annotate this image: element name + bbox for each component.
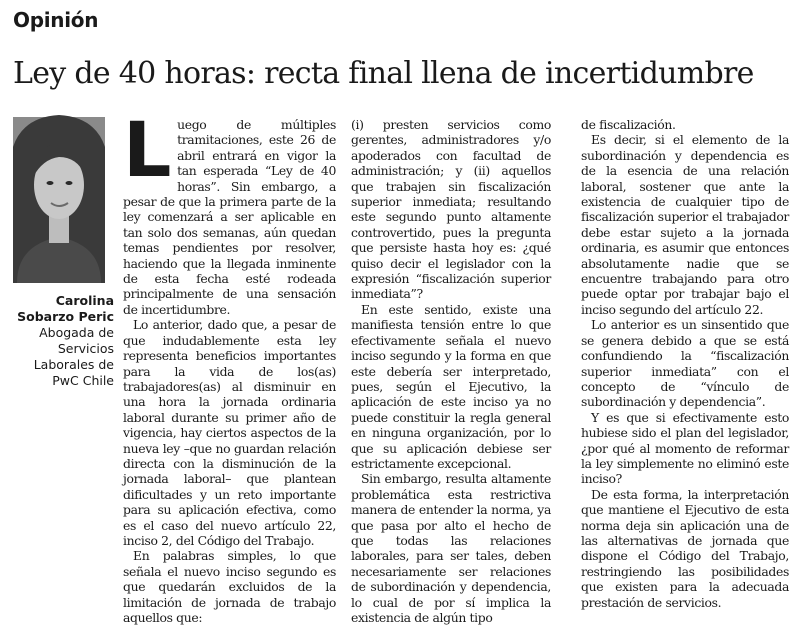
drop-cap: L <box>123 105 172 194</box>
article-paragraph-9: De esta forma, la interpretación que mantiene el Ejecutivo de esta norma deja sin aplicación una de las alternativas de jornada que dispone el Código del Trabajo, restringiendo las posibilidades que existen para la adecuada prestación de servicios. <box>581 486 789 610</box>
article-paragraph-2: Lo anterior, dado que, a pesar de que indudablemente esta ley representa beneficios importantes para la vida de los(as) trabajadores(as) al disminuir en una hora la jornada ordinaria laboral durante su primer año de vigencia, hay ciertos aspectos de la nueva ley –que no guardan relación directa con la disminución de la jornada laboral– que plantean dificultades y un reto importante para su aplicación efectiva, como es el caso del nuevo artículo 22, inciso 2, del Código del Trabajo. <box>123 317 336 548</box>
article-paragraph-5: Sin embargo, resulta altamente problemática esta restrictiva manera de entender la norma, ya que pasa por alto el hecho de que todas las relaciones laborales, para ser tales, deben necesariamente ser relaciones de subordinación y dependencia, lo cual de por sí implica la existencia de algún tipo <box>351 471 551 625</box>
article-paragraph-8: Y es que si efectivamente esto hubiese sido el plan del legislador, ¿por qué al momento de reformar la ley simplemente no eliminó este inciso? <box>581 409 789 487</box>
article-paragraph-6: Es decir, si el elemento de la subordinación y dependencia es de la esencia de una relación laboral, sostener que ante la existencia de cualquier tipo de fiscalización superior el trabajador debe estar sujeto a la jornada ordinaria, es asumir que entonces absolutamente nadie que se encuentre trabajando para otro puede optar por trabajar bajo el inciso segundo del artículo 22. <box>581 132 789 317</box>
article-paragraph-7: Lo anterior es un sinsentido que se genera debido a que se está confundiendo la “fiscalización superior inmediata” con el concepto de “vínculo de subordinación y dependencia”. <box>581 317 789 410</box>
author-role: Abogada de Servicios Laborales de PwC Chile <box>33 325 114 388</box>
author-byline <box>6 293 114 389</box>
article-column-3 <box>581 117 789 610</box>
article-paragraph-4: En este sentido, existe una manifiesta tensión entre lo que efectivamente señala el nuevo inciso segundo y la forma en que este debería ser interpretado, pues, según el Ejecutivo, la aplicación de este inciso ya no puede constituir la regla general en ninguna organización, por lo que su aplicación debiese ser estrictamente excepcional. <box>351 301 551 471</box>
article-paragraph-3-continued: (i) presten servicios como gerentes, administradores y/o apoderados con facultad de administración; y (ii) aquellos que trabajen sin fiscalización superior inmediata; resultando este segundo punto altamente controvertido, pues la pregunta que persiste hasta hoy es: ¿qué quiso decir el legislador con la expresión “fiscalización superior inmediata”? <box>351 117 551 302</box>
headline: Ley de 40 horas: recta final llena de incertidumbre <box>13 56 754 91</box>
author-portrait-image <box>13 117 105 283</box>
article-paragraph-3: En palabras simples, lo que señala el nuevo inciso segundo es que quedarán excluidos de la limitación de jornada de trabajo aquellos que: <box>123 548 336 625</box>
article-paragraph-5-continued: de fiscalización. <box>581 117 676 132</box>
author-name: Carolina Sobarzo Peric <box>17 293 114 324</box>
article-column-2 <box>351 117 551 625</box>
article-paragraph-1 <box>123 105 336 317</box>
section-label: Opinión <box>13 8 99 32</box>
author-photo <box>13 117 105 283</box>
paragraph-1-text: uego de múltiples tramitaciones, este 26 de abril entrará en vigor la tan esperada “Ley de 40 horas”. Sin embargo, a pesar de que la primera parte de la ley comenzará a ser aplicable en tan solo dos semanas, aún quedan temas pendientes por resolver, haciendo que la llegada inminente de esta fecha esté rodeada principalmente de una sensación de incertidumbre. <box>123 117 336 317</box>
article-column-1 <box>123 105 336 625</box>
